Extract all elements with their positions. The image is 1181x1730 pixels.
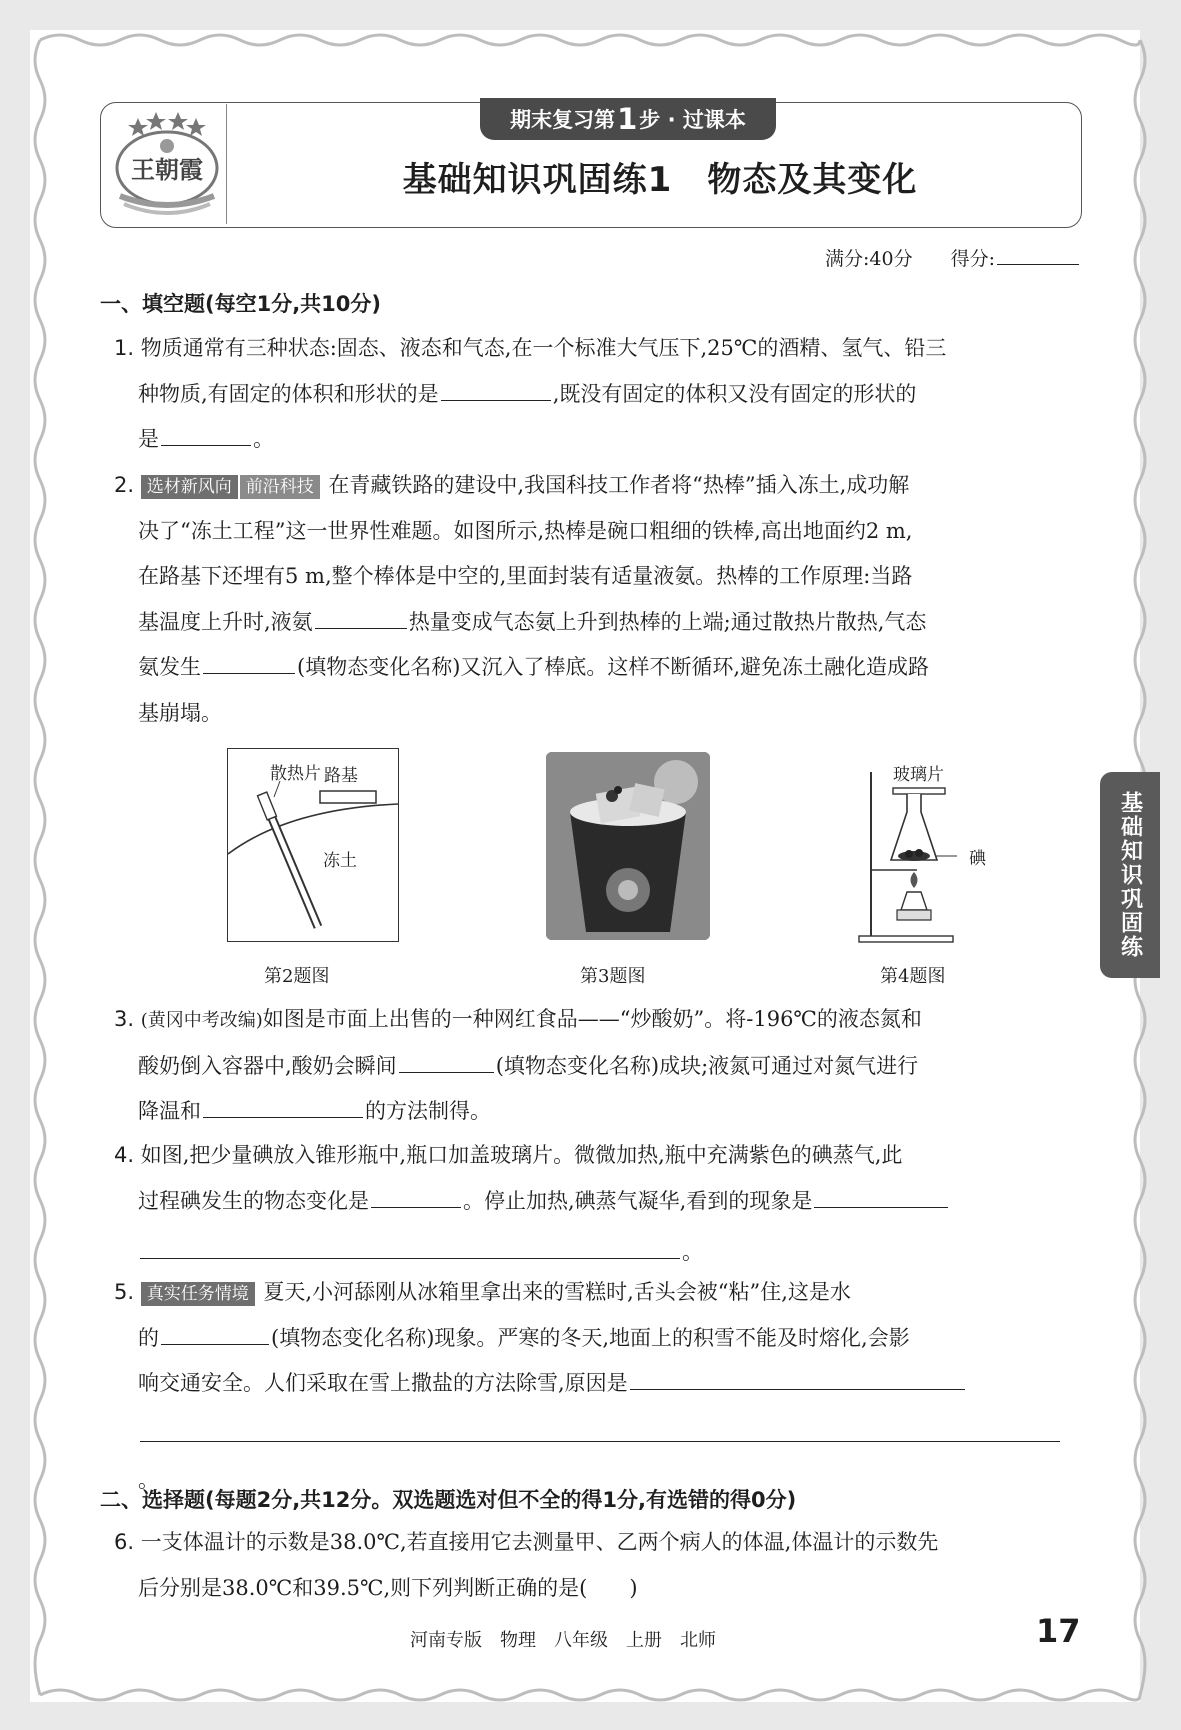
q5-line2a: 的 <box>138 1325 159 1350</box>
question-1 <box>114 326 1082 463</box>
question-2 <box>114 463 1082 736</box>
q2-line2: 决了“冻土工程”这一世界性难题。如图所示,热棒是碗口粗细的铁棒,高出地面约2 m, <box>138 518 913 543</box>
figure-2-heat-rod <box>227 748 399 942</box>
q5-line2b: (填物态变化名称)现象。严寒的冬天,地面上的积雪不能及时熔化,会影 <box>271 1325 910 1350</box>
q5-blank-2-cont[interactable] <box>140 1421 1060 1442</box>
section-multiple-choice: 二、选择题(每题2分,共12分。双选题选对但不全的得1分,有选错的得0分) <box>100 1488 797 1512</box>
q3-number: 3. <box>114 1007 135 1031</box>
tag-real-task: 真实任务情境 <box>141 1282 255 1306</box>
q4-line2a: 过程碘发生的物态变化是 <box>138 1188 369 1213</box>
label-glass-plate: 玻璃片 <box>893 765 944 785</box>
q4-blank-2-cont[interactable] <box>140 1238 680 1259</box>
tab-step-number: 1 <box>617 102 638 136</box>
header-step-tab <box>480 98 776 140</box>
q6-number: 6. <box>114 1530 135 1554</box>
label-frozen-soil: 冻土 <box>323 851 357 871</box>
q3-line3b: 的方法制得。 <box>365 1099 491 1123</box>
q1-blank-1[interactable] <box>441 380 551 401</box>
caption-figure-2: 第2题图 <box>264 966 330 987</box>
q3-line1: 如图是市面上出售的一种网红食品——“炒酸奶”。将-196℃的液态氮和 <box>262 1007 922 1031</box>
q2-line4a: 基温度上升时,液氨 <box>138 609 313 634</box>
q2-number: 2. <box>114 473 135 497</box>
q2-blank-1[interactable] <box>315 608 407 629</box>
question-6 <box>114 1520 1082 1611</box>
question-4 <box>114 1133 1082 1276</box>
q1-line3b: 。 <box>253 427 274 451</box>
q1-line3a: 是 <box>138 427 159 451</box>
q4-blank-1[interactable] <box>371 1187 461 1208</box>
q4-blank-2[interactable] <box>814 1187 948 1208</box>
q4-line1: 如图,把少量碘放入锥形瓶中,瓶口加盖玻璃片。微微加热,瓶中充满紫色的碘蒸气,此 <box>140 1143 903 1167</box>
q4-number: 4. <box>114 1143 135 1167</box>
section-fill-blank: 一、填空题(每空1分,共10分) <box>100 292 382 316</box>
q2-blank-2[interactable] <box>203 653 295 674</box>
q2-line5a: 氨发生 <box>138 655 201 679</box>
q3-line2a: 酸奶倒入容器中,酸奶会瞬间 <box>138 1053 397 1078</box>
q3-blank-2[interactable] <box>203 1097 363 1118</box>
q2-line6: 基崩塌。 <box>138 700 222 725</box>
q4-line2b: 。停止加热,碘蒸气凝华,看到的现象是 <box>463 1188 813 1213</box>
q2-line4b: 热量变成气态氨上升到热棒的上端;通过散热片散热,气态 <box>408 609 927 634</box>
q5-line3: 响交通安全。人们采取在雪上撒盐的方法除雪,原因是 <box>138 1371 628 1395</box>
q1-line1: 物质通常有三种状态:固态、液态和气态,在一个标准大气压下,25℃的酒精、氢气、铅三 <box>140 336 947 360</box>
label-heat-sink: 散热片 <box>270 764 321 784</box>
q4-line3: 。 <box>682 1240 703 1264</box>
label-roadbed: 路基 <box>324 766 358 786</box>
tag-new-material: 选材新风向 <box>141 475 238 499</box>
q2-line1: 在青藏铁路的建设中,我国科技工作者将“热棒”插入冻土,成功解 <box>328 473 910 497</box>
caption-figure-3: 第3题图 <box>580 966 646 987</box>
score-label: 得分: <box>950 248 995 270</box>
footer-edition: 河南专版 物理 八年级 上册 北师 <box>410 1630 716 1651</box>
q1-blank-2[interactable] <box>161 425 251 446</box>
score-blank[interactable] <box>997 244 1079 265</box>
q3-source-note: (黄冈中考改编) <box>140 1010 263 1031</box>
q3-line2b: (填物态变化名称)成块;液氮可通过对氮气进行 <box>495 1053 919 1078</box>
q5-blank-1[interactable] <box>161 1324 269 1345</box>
brand-logo <box>108 104 227 224</box>
q3-blank-1[interactable] <box>399 1052 494 1073</box>
question-3 <box>114 997 1082 1135</box>
figure-3-fried-yogurt-photo <box>546 752 710 940</box>
q5-line1: 夏天,小河舔刚从冰箱里拿出来的雪糕时,舌头会被“粘”住,这是水 <box>263 1280 851 1304</box>
q2-line3: 在路基下还埋有5 m,整个棒体是中空的,里面封装有适量液氨。热棒的工作原理:当路 <box>138 564 913 588</box>
q6-line1: 一支体温计的示数是38.0℃,若直接用它去测量甲、乙两个病人的体温,体温计的示数先 <box>140 1530 939 1554</box>
question-5 <box>114 1270 1082 1504</box>
tab-suffix: 步 · 过课本 <box>639 108 746 132</box>
q3-line3a: 降温和 <box>138 1099 201 1123</box>
page-number: 17 <box>1036 1612 1081 1650</box>
caption-figure-4: 第4题图 <box>880 966 946 987</box>
page-title: 基础知识巩固练1 物态及其变化 <box>402 160 918 200</box>
svg-text:王朝霞: 王朝霞 <box>131 155 203 184</box>
q1-line2a: 种物质,有固定的体积和形状的是 <box>138 381 439 406</box>
q5-number: 5. <box>114 1280 135 1304</box>
figure-4-iodine-apparatus <box>857 760 986 944</box>
score-line <box>825 244 1081 271</box>
q1-number: 1. <box>114 336 135 360</box>
q6-line2: 后分别是38.0℃和39.5℃,则下列判断正确的是( ) <box>138 1575 638 1600</box>
q2-line5b: (填物态变化名称)又沉入了棒底。这样不断循环,避免冻土融化造成路 <box>297 655 930 679</box>
q1-line2b: ,既没有固定的体积又没有固定的形状的 <box>552 381 917 406</box>
side-section-tab[interactable]: 基础知识巩固练 <box>1100 772 1160 978</box>
tab-prefix: 期末复习第 <box>510 108 616 132</box>
q5-blank-2[interactable] <box>630 1369 965 1390</box>
tag-frontier-tech: 前沿科技 <box>240 475 320 499</box>
q5-line4: 。 <box>138 1468 159 1492</box>
full-score: 满分:40分 <box>824 248 913 270</box>
label-iodine: 碘 <box>969 849 986 869</box>
